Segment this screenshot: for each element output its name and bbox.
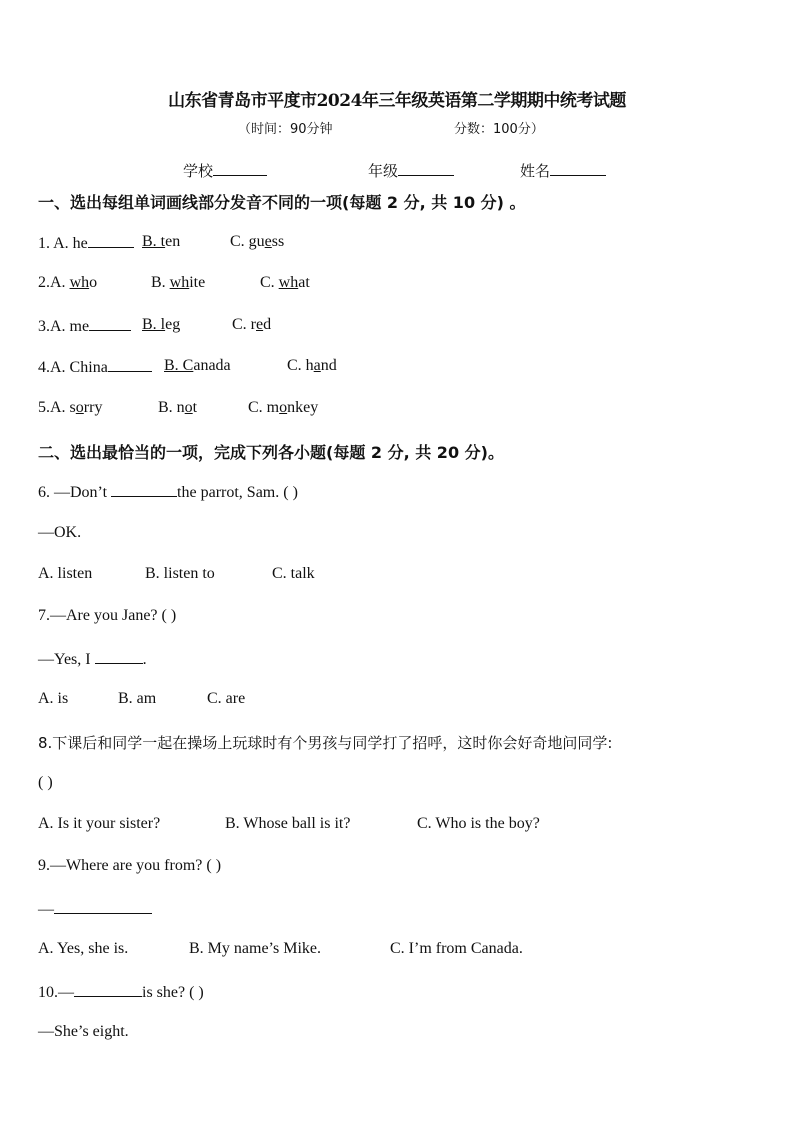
q6-option-a: A. listen — [38, 565, 93, 582]
question-7-reply: —Yes, I . — [38, 651, 147, 668]
q4-option-a: 4.A. China — [38, 357, 152, 377]
section-2-heading: 二、选出最恰当的一项，完成下列各小题(每题 2 分, 共 20 分)。 — [38, 443, 504, 462]
grade-label: 年级 — [368, 162, 399, 180]
q5-option-c: C. monkey — [248, 399, 319, 416]
q4-option-c: C. hand — [287, 357, 337, 374]
school-blank — [213, 161, 267, 176]
q1-option-a: 1. A. he — [38, 233, 134, 253]
school-field — [183, 160, 267, 181]
question-6-reply: —OK. — [38, 524, 82, 541]
q7-option-c: C. are — [207, 690, 246, 707]
name-blank — [550, 161, 606, 176]
q7-option-a: A. is — [38, 690, 69, 707]
q5-option-b: B. not — [158, 399, 198, 416]
q8-option-a: A. Is it your sister? — [38, 815, 161, 832]
question-6-stem: 6. —Don’t the parrot, Sam. ( ) — [38, 484, 298, 501]
question-7-stem: 7.—Are you Jane? ( ) — [38, 607, 177, 624]
q2-option-c: C. what — [260, 274, 310, 291]
question-9-stem: 9.—Where are you from? ( ) — [38, 857, 222, 874]
q8-option-c: C. Who is the boy? — [417, 815, 540, 832]
q9-option-a: A. Yes, she is. — [38, 940, 129, 957]
section-1-heading: 一、选出每组单词画线部分发音不同的一项(每题 2 分, 共 10 分) 。 — [38, 193, 526, 212]
q9-option-c: C. I’m from Canada. — [390, 940, 523, 957]
question-8-stem: 8.下课后和同学一起在操场上玩球时有个男孩与同学打了招呼，这时你会好奇地问同学: — [38, 734, 613, 752]
q4-option-b: B. Canada — [164, 357, 231, 374]
question-10-stem: 10.— is she? ( ) — [38, 984, 204, 1001]
school-label: 学校 — [183, 162, 214, 180]
q6-option-b: B. listen to — [145, 565, 215, 582]
q3-option-b: B. leg — [142, 316, 181, 333]
q3-option-c: C. red — [232, 316, 272, 333]
question-8-paren: ( ) — [38, 774, 53, 791]
score-label: 分数：100分） — [454, 122, 544, 137]
exam-meta — [238, 118, 544, 137]
q6-option-c: C. talk — [272, 565, 315, 582]
grade-field — [368, 160, 454, 181]
question-9-reply: — — [38, 899, 152, 919]
q1-option-c: C. guess — [230, 233, 285, 250]
q3-option-a: 3.A. me — [38, 316, 131, 336]
time-label: （时间：90分钟 — [238, 122, 333, 137]
q2-option-b: B. white — [151, 274, 206, 291]
question-10-reply: —She’s eight. — [38, 1023, 129, 1040]
q8-option-b: B. Whose ball is it? — [225, 815, 351, 832]
page-title: 山东省青岛市平度市2024年三年级英语第二学期期中统考试题 — [168, 91, 626, 111]
q1-option-b: B. ten — [142, 233, 181, 250]
q7-option-b: B. am — [118, 690, 157, 707]
name-field — [520, 160, 606, 181]
q2-option-a: 2.A. who — [38, 274, 98, 291]
name-label: 姓名 — [520, 162, 551, 180]
grade-blank — [398, 161, 454, 176]
q5-option-a: 5.A. sorry — [38, 399, 103, 416]
q9-option-b: B. My name’s Mike. — [189, 940, 321, 957]
